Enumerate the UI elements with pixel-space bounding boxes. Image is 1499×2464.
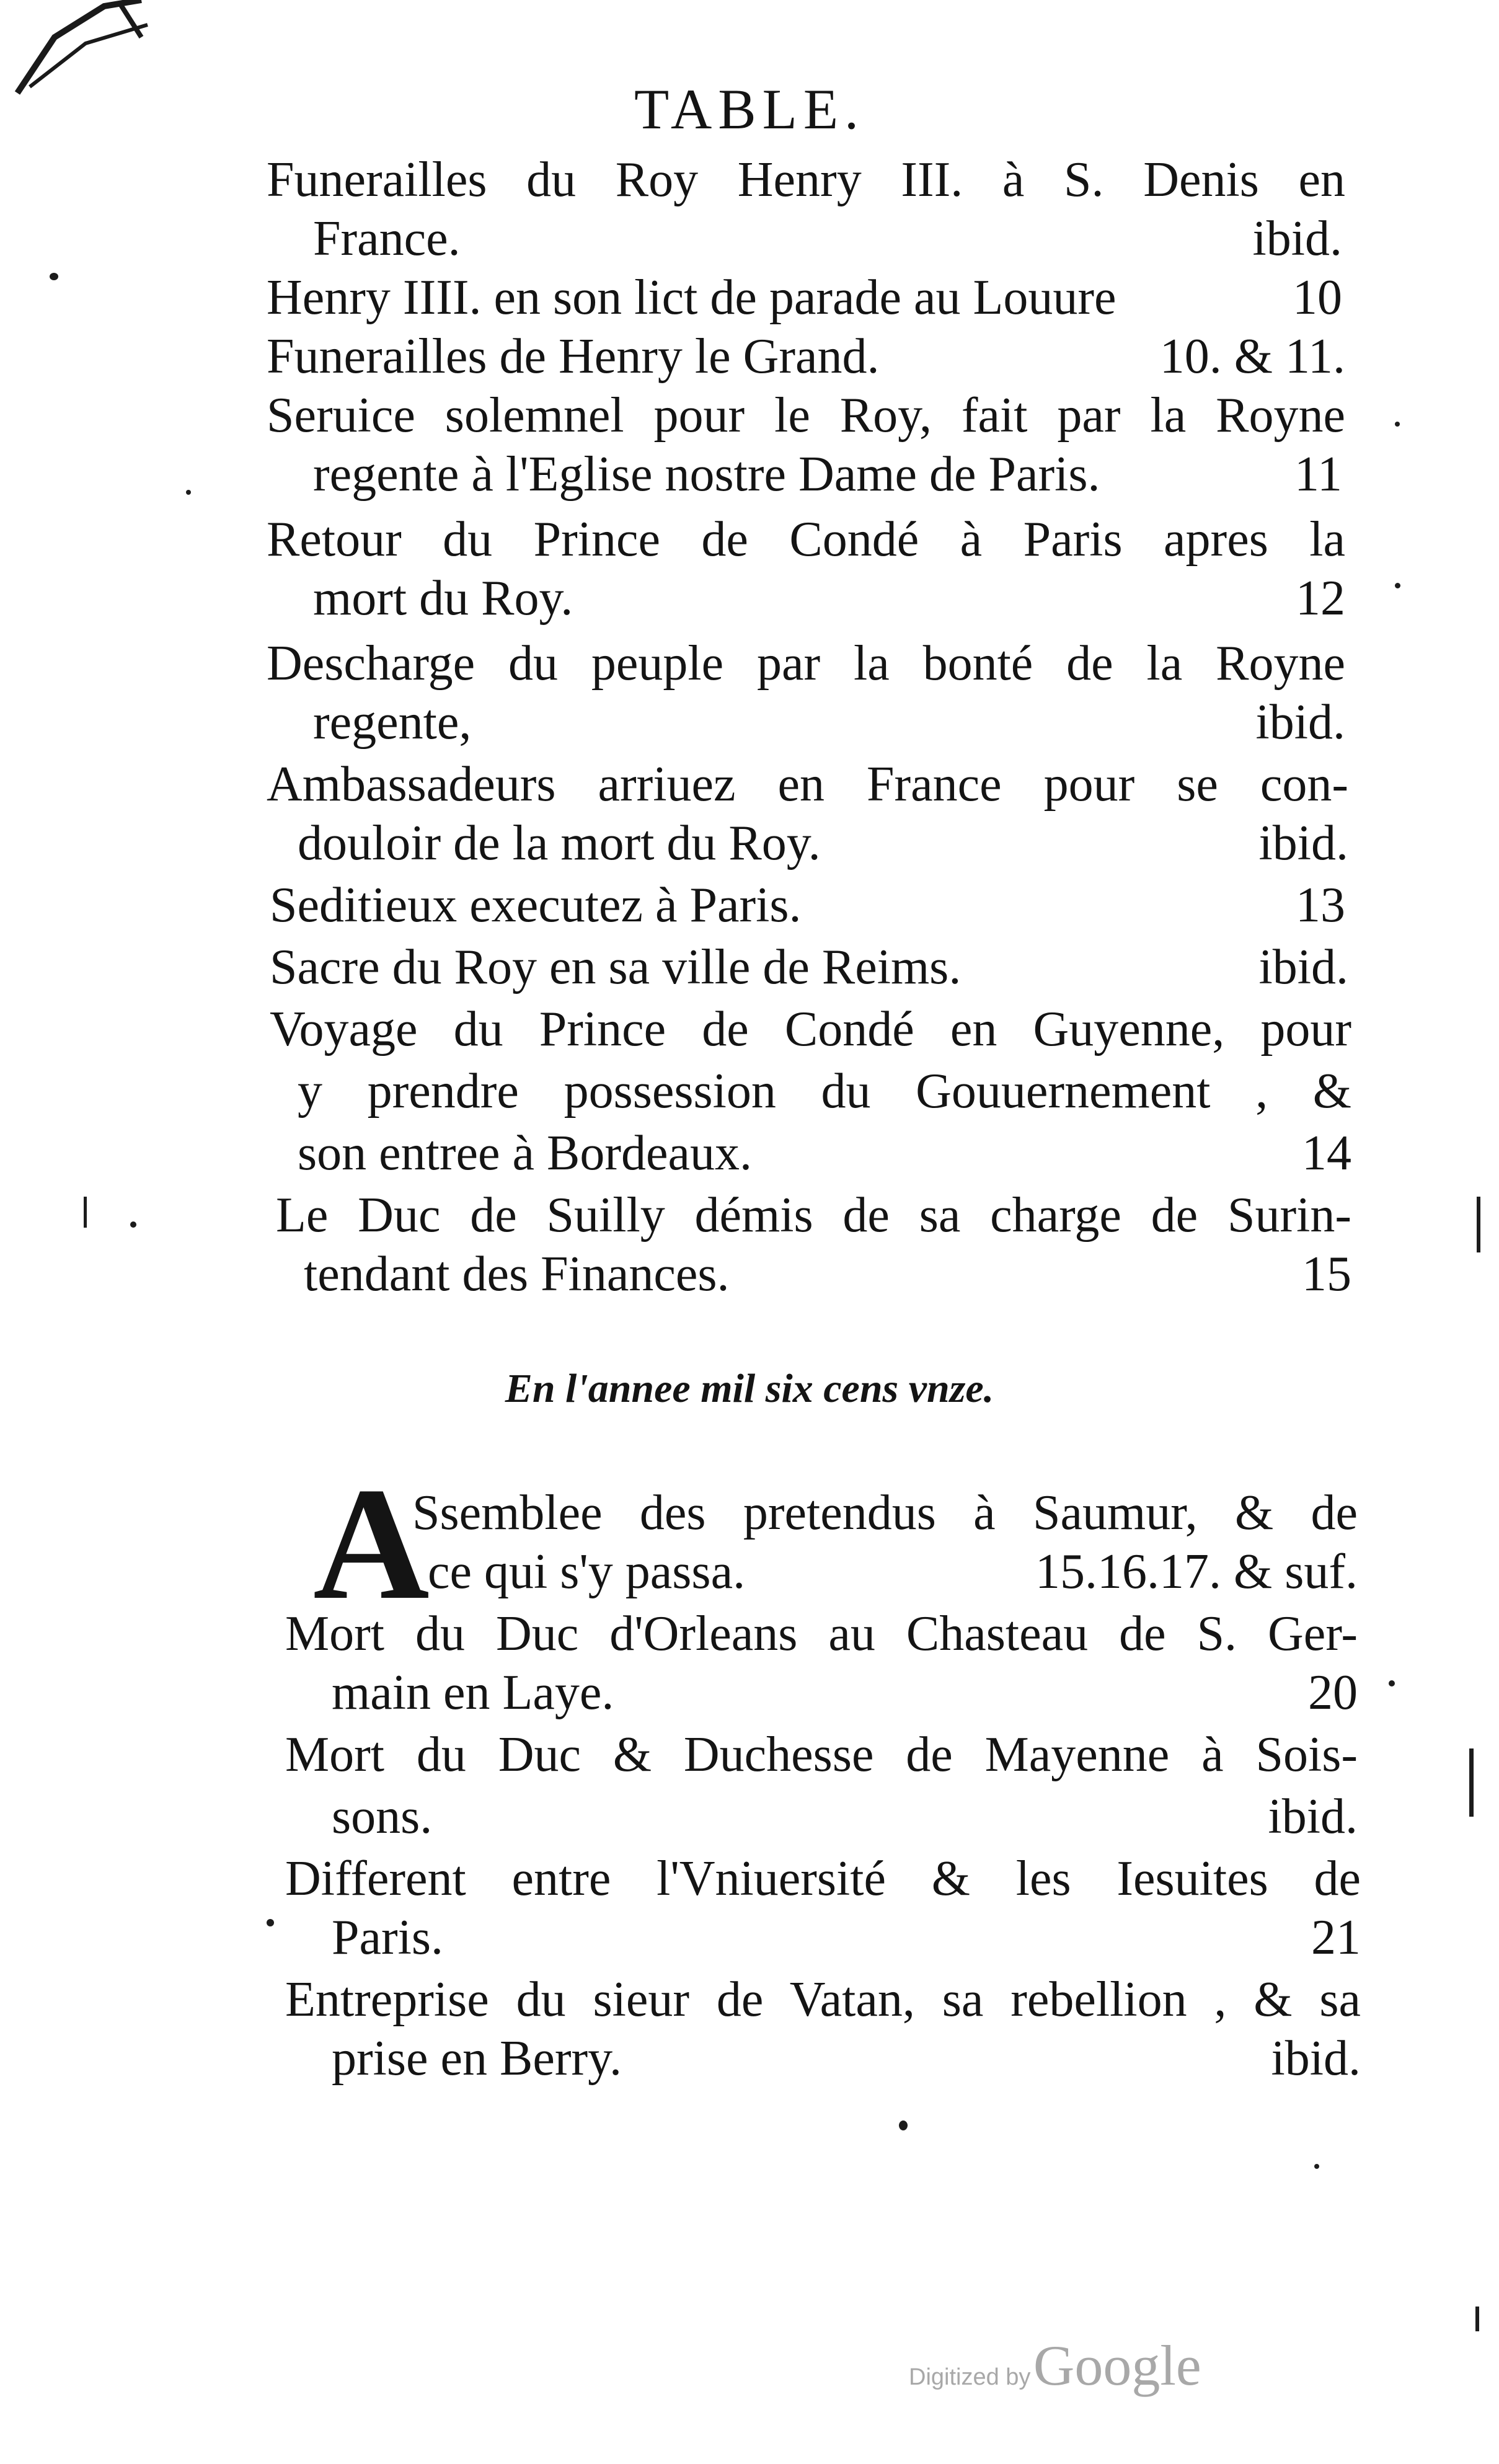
- page-ref: 14: [1302, 1126, 1351, 1181]
- entry-text: Seruice solemnel pour le Roy, fait par la Royne: [267, 388, 1345, 443]
- index-line: [267, 267, 1342, 329]
- index-line: [276, 1184, 1351, 1246]
- index-line: [267, 508, 1345, 570]
- page-ref: 11: [1294, 447, 1342, 502]
- entry-text: sons.: [332, 1789, 433, 1844]
- entry-text: regente,: [313, 695, 472, 750]
- index-line: [412, 1482, 1358, 1544]
- index-line: [270, 936, 1348, 998]
- page-ref: 20: [1308, 1665, 1358, 1720]
- entry-text: Seditieux executez à Paris.: [270, 878, 802, 933]
- ink-speck: [130, 1221, 136, 1228]
- page-ref: ibid.: [1271, 2031, 1361, 2086]
- index-line: [332, 1907, 1361, 1969]
- index-line: [298, 1122, 1351, 1184]
- index-line: [270, 874, 1345, 936]
- digitized-by-google-watermark: [909, 2333, 1201, 2398]
- ink-speck: [1314, 2164, 1319, 2169]
- index-line: [270, 998, 1351, 1060]
- entry-text: Mort du Duc & Duchesse de Mayenne à Sois-: [285, 1727, 1358, 1782]
- entry-text: y prendre possession du Gouuernement , &: [298, 1064, 1351, 1119]
- ink-stroke: [1477, 1197, 1480, 1252]
- page-ref: ibid.: [1258, 940, 1348, 995]
- entry-text: mort du Roy.: [313, 571, 573, 626]
- index-line: [304, 1243, 1351, 1305]
- ink-stroke: [1475, 2307, 1479, 2331]
- page-ref: 10. & 11.: [1159, 329, 1345, 384]
- entry-text: Different entre l'Vniuersité & les Iesuites de: [285, 1851, 1361, 1906]
- index-line: [313, 443, 1342, 505]
- entry-text: Voyage du Prince de Condé en Guyenne, pour: [270, 1002, 1351, 1057]
- index-line: [332, 1662, 1358, 1724]
- entry-text: main en Laye.: [332, 1665, 614, 1720]
- index-line: [332, 1786, 1358, 1848]
- entry-text: Funerailles du Roy Henry III. à S. Denis en: [267, 153, 1345, 207]
- entry-text: Paris.: [332, 1910, 443, 1965]
- entry-text: prise en Berry.: [332, 2031, 622, 2086]
- page-ref: 21: [1311, 1910, 1361, 1965]
- entry-text: tendant des Finances.: [304, 1247, 730, 1301]
- index-line: [267, 149, 1345, 211]
- index-line: [285, 1848, 1361, 1910]
- ink-speck: [1389, 1680, 1395, 1686]
- ink-stroke: [84, 1197, 87, 1228]
- index-line: [267, 632, 1345, 694]
- index-line: [332, 2027, 1361, 2090]
- page-ref: 15: [1302, 1247, 1351, 1301]
- index-line: [313, 691, 1345, 753]
- entry-text: France.: [313, 211, 461, 266]
- entry-text: Ssemblee des pretendus à Saumur, & de: [412, 1486, 1358, 1540]
- section-heading: En l'annee mil six cens vnze.: [505, 1366, 994, 1411]
- page-ref: ibid.: [1255, 695, 1345, 750]
- entry-text: Ambassadeurs arriuez en France pour se con-: [267, 757, 1348, 812]
- entry-text: ce qui s'y passa.: [428, 1544, 746, 1599]
- entry-text: Henry IIII. en son lict de parade au Louure: [267, 270, 1117, 325]
- index-line: [313, 567, 1345, 629]
- index-line: [285, 1724, 1358, 1786]
- page-ref: ibid.: [1252, 211, 1342, 266]
- index-line: [285, 1603, 1358, 1665]
- ink-speck: [1395, 583, 1400, 588]
- digitized-label: Digitized by: [909, 2364, 1031, 2390]
- entry-text: Retour du Prince de Condé à Paris apres la: [267, 512, 1345, 567]
- page-ref: ibid.: [1268, 1789, 1358, 1844]
- entry-text: Le Duc de Suilly démis de sa charge de Surin-: [276, 1188, 1351, 1243]
- index-line: [267, 384, 1345, 446]
- page-ref: 10: [1293, 270, 1342, 325]
- index-line: [267, 326, 1345, 388]
- entry-text: Descharge du peuple par la bonté de la Royne: [267, 636, 1345, 691]
- index-line: [267, 753, 1348, 815]
- page-header: TABLE.: [634, 78, 865, 141]
- ink-speck: [899, 2121, 908, 2130]
- ink-speck: [267, 1919, 274, 1926]
- ink-stroke: [1469, 1748, 1474, 1817]
- page-ref: 15.16.17. & suf.: [1035, 1544, 1358, 1599]
- entry-text: Mort du Duc d'Orleans au Chasteau de S. Ger-: [285, 1606, 1358, 1661]
- google-wordmark: Google: [1033, 2334, 1201, 2397]
- page-ref: ibid.: [1258, 816, 1348, 871]
- entry-text: Sacre du Roy en sa ville de Reims.: [270, 940, 962, 995]
- ink-speck: [1395, 422, 1400, 427]
- entry-text: douloir de la mort du Roy.: [298, 816, 821, 871]
- index-line: [313, 208, 1342, 270]
- ink-speck: [186, 490, 191, 495]
- page-ref: 13: [1296, 878, 1345, 933]
- index-line: [298, 812, 1348, 874]
- entry-text: son entree à Bordeaux.: [298, 1126, 753, 1181]
- entry-text: Entreprise du sieur de Vatan, sa rebellion , & sa: [285, 1972, 1361, 2027]
- index-line: [285, 1969, 1361, 2031]
- drop-cap-letter: A: [313, 1455, 430, 1633]
- ink-speck: [50, 273, 58, 280]
- entry-text: Funerailles de Henry le Grand.: [267, 329, 880, 384]
- index-line: [298, 1060, 1351, 1122]
- entry-text: regente à l'Eglise nostre Dame de Paris.: [313, 447, 1100, 502]
- index-line: [428, 1541, 1358, 1603]
- page-ref: 12: [1296, 571, 1345, 626]
